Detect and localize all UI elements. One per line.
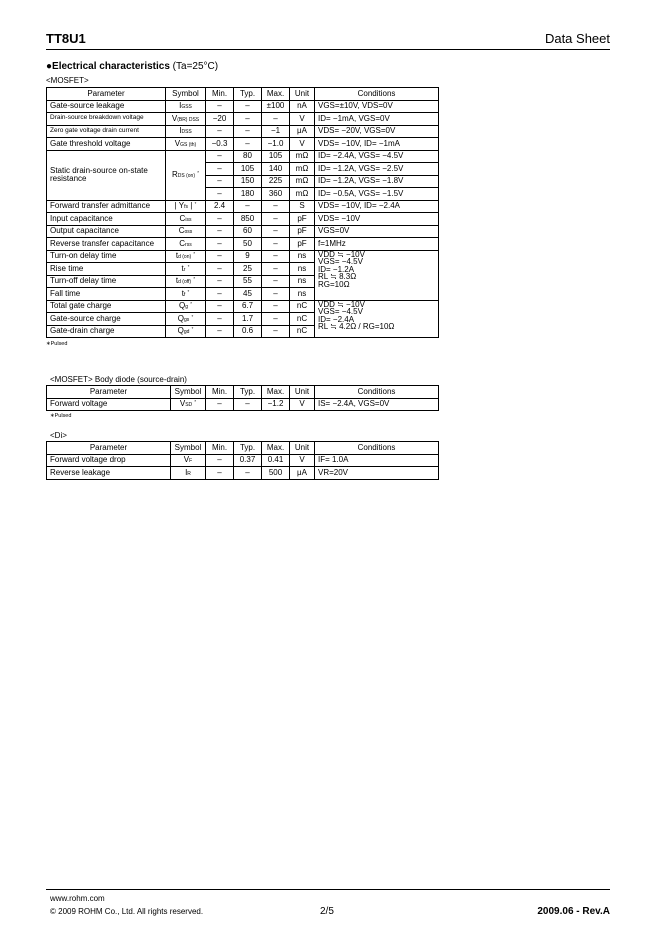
typ: 80 [234,150,262,163]
unit: nC [290,313,315,326]
symbol: Qgd * [166,325,206,338]
table-row [47,213,439,226]
max: 360 [262,188,290,201]
param: Forward voltage drop [47,454,171,467]
di-label: <Di> [50,431,67,440]
col-min: Min. [206,88,234,101]
unit: ns [290,288,315,301]
section-title [46,61,218,72]
param: Forward voltage [47,398,171,411]
max: – [262,300,290,313]
col-symbol: Symbol [171,442,206,455]
table-row [47,398,439,411]
min: – [206,454,234,467]
max: – [262,213,290,226]
unit: nC [290,325,315,338]
table-row [47,225,439,238]
unit: S [290,200,315,213]
typ: 6.7 [234,300,262,313]
col-max: Max. [262,88,290,101]
unit: ns [290,275,315,288]
min: – [206,288,234,301]
min: – [206,398,234,411]
typ: – [234,125,262,138]
typ: – [234,113,262,126]
param: Reverse transfer capacitance [47,238,166,251]
col-typ: Typ. [234,386,262,399]
min: −20 [206,113,234,126]
part-number: TT8U1 [46,31,86,46]
table-header [47,386,439,399]
table-row [47,250,439,263]
typ: 60 [234,225,262,238]
col-unit: Unit [290,386,315,399]
section-title-text: Electrical characteristics [52,61,170,72]
max: 0.41 [262,454,290,467]
min: 2.4 [206,200,234,213]
symbol: Qgs * [166,313,206,326]
col-unit: Unit [290,88,315,101]
col-unit: Unit [290,442,315,455]
typ: 0.6 [234,325,262,338]
param: Forward transfer admittance [47,200,166,213]
max: – [262,288,290,301]
unit: V [290,398,315,411]
param: Gate-source leakage [47,100,166,113]
param: Gate-source charge [47,313,166,326]
unit: V [290,454,315,467]
symbol: VF [171,454,206,467]
conditions: VDS= −20V, VGS=0V [315,125,439,138]
section-condition: (Ta=25°C) [169,61,219,72]
max: – [262,275,290,288]
param: Reverse leakage [47,467,171,480]
col-parameter: Parameter [47,88,166,101]
min: – [206,150,234,163]
min: – [206,300,234,313]
mosfet-table [46,87,439,338]
symbol: tf * [166,288,206,301]
max: −1 [262,125,290,138]
mosfet-label: <MOSFET> [46,76,89,85]
typ: 150 [234,175,262,188]
col-conditions: Conditions [315,88,439,101]
max: – [262,325,290,338]
symbol: VGS (th) [166,138,206,151]
conditions: ID= −1.2A, VGS= −2.5V [315,163,439,176]
col-parameter: Parameter [47,386,171,399]
max: – [262,200,290,213]
max: −1.2 [262,398,290,411]
diode-label: <MOSFET> Body diode (source-drain) [50,375,187,384]
unit: μA [290,125,315,138]
symbol: tr * [166,263,206,276]
pulsed-note: ∗Pulsed [46,341,68,347]
typ: 1.7 [234,313,262,326]
max: 225 [262,175,290,188]
min: – [206,188,234,201]
di-table [46,441,439,480]
conditions: ID= −1mA, VGS=0V [315,113,439,126]
table-header [47,442,439,455]
symbol: Qg * [166,300,206,313]
unit: pF [290,238,315,251]
unit: mΩ [290,150,315,163]
typ: 50 [234,238,262,251]
conditions: IS= −2.4A, VGS=0V [315,398,439,411]
symbol: Crss [166,238,206,251]
symbol: Ciss [166,213,206,226]
typ: 850 [234,213,262,226]
max: −1.0 [262,138,290,151]
unit: mΩ [290,188,315,201]
unit: nC [290,300,315,313]
table-row [47,125,439,138]
max: 140 [262,163,290,176]
param: Rise time [47,263,166,276]
table-row [47,113,439,126]
conditions: VGS=0V [315,225,439,238]
pulsed-note-diode: ∗Pulsed [50,413,72,419]
col-conditions: Conditions [315,442,439,455]
col-symbol: Symbol [171,386,206,399]
unit: μA [290,467,315,480]
conditions-gate-charge: VDD ≒ −10V VGS= −4.5V ID= −2.4A RL ≒ 4.2Ω / RG=10Ω [315,300,439,338]
max: – [262,263,290,276]
footer-copyright: © 2009 ROHM Co., Ltd. All rights reserved. [50,907,204,916]
symbol: IDSS [166,125,206,138]
col-typ: Typ. [234,88,262,101]
param: Output capacitance [47,225,166,238]
unit: V [290,138,315,151]
conditions: ID= −2.4A, VGS= −4.5V [315,150,439,163]
typ: – [234,467,262,480]
min: – [206,125,234,138]
max: 500 [262,467,290,480]
revision: 2009.06 - Rev.A [537,906,610,917]
typ: – [234,398,262,411]
max: – [262,225,290,238]
conditions: f=1MHz [315,238,439,251]
param: Gate-drain charge [47,325,166,338]
max: ±100 [262,100,290,113]
table-row [47,467,439,480]
typ: 105 [234,163,262,176]
symbol: RDS (on) * [166,150,206,200]
symbol: | Yfs | * [166,200,206,213]
table-header [47,88,439,101]
unit: pF [290,225,315,238]
param: Turn-off delay time [47,275,166,288]
typ: 25 [234,263,262,276]
symbol: td (off) * [166,275,206,288]
typ: 45 [234,288,262,301]
max: – [262,238,290,251]
unit: ns [290,263,315,276]
typ: 9 [234,250,262,263]
param: Input capacitance [47,213,166,226]
symbol: IR [171,467,206,480]
symbol: Coss [166,225,206,238]
conditions: IF= 1.0A [315,454,439,467]
unit: pF [290,213,315,226]
symbol: IGSS [166,100,206,113]
table-row [47,454,439,467]
min: – [206,313,234,326]
min: – [206,225,234,238]
footer-url[interactable]: www.rohm.com [50,894,105,903]
conditions-switching: VDD ≒ −10V VGS= −4.5V ID= −1.2A RL ≒ 8.3Ω RG=10Ω [315,250,439,300]
param: Gate threshold voltage [47,138,166,151]
param: Zero gate voltage drain current [47,125,166,138]
typ: 55 [234,275,262,288]
col-max: Max. [262,386,290,399]
diode-table [46,385,439,411]
col-symbol: Symbol [166,88,206,101]
unit: mΩ [290,175,315,188]
typ: 180 [234,188,262,201]
param: Static drain-source on-state resistance [47,150,166,200]
footer-rule [46,889,610,890]
symbol: VSD * [171,398,206,411]
min: −0.3 [206,138,234,151]
header-rule [46,49,610,50]
param: Turn-on delay time [47,250,166,263]
max: – [262,250,290,263]
min: – [206,213,234,226]
page-number: 2/5 [320,906,334,917]
conditions: VDS= −10V [315,213,439,226]
conditions: VDS= −10V, ID= −2.4A [315,200,439,213]
min: – [206,325,234,338]
min: – [206,467,234,480]
col-typ: Typ. [234,442,262,455]
col-parameter: Parameter [47,442,171,455]
table-row [47,150,439,163]
param: Fall time [47,288,166,301]
max: – [262,313,290,326]
unit: V [290,113,315,126]
bullet: ● [46,61,53,72]
typ: – [234,100,262,113]
col-min: Min. [206,386,234,399]
conditions: VDS= −10V, ID= −1mA [315,138,439,151]
min: – [206,100,234,113]
min: – [206,275,234,288]
table-row [47,138,439,151]
param: Drain-source breakdown voltage [47,113,166,126]
table-row [47,300,439,313]
min: – [206,263,234,276]
min: – [206,163,234,176]
min: – [206,250,234,263]
min: – [206,175,234,188]
symbol: td (on) * [166,250,206,263]
table-row [47,238,439,251]
table-row [47,200,439,213]
col-min: Min. [206,442,234,455]
col-conditions: Conditions [315,386,439,399]
max: – [262,113,290,126]
conditions: VR=20V [315,467,439,480]
conditions: ID= −1.2A, VGS= −1.8V [315,175,439,188]
unit: mΩ [290,163,315,176]
col-max: Max. [262,442,290,455]
conditions: VGS=±10V, VDS=0V [315,100,439,113]
symbol: V(BR) DSS [166,113,206,126]
doc-type: Data Sheet [544,31,610,46]
table-row [47,100,439,113]
conditions: ID= −0.5A, VGS= −1.5V [315,188,439,201]
typ: – [234,200,262,213]
unit: nA [290,100,315,113]
param: Total gate charge [47,300,166,313]
min: – [206,238,234,251]
typ: – [234,138,262,151]
max: 105 [262,150,290,163]
unit: ns [290,250,315,263]
typ: 0.37 [234,454,262,467]
